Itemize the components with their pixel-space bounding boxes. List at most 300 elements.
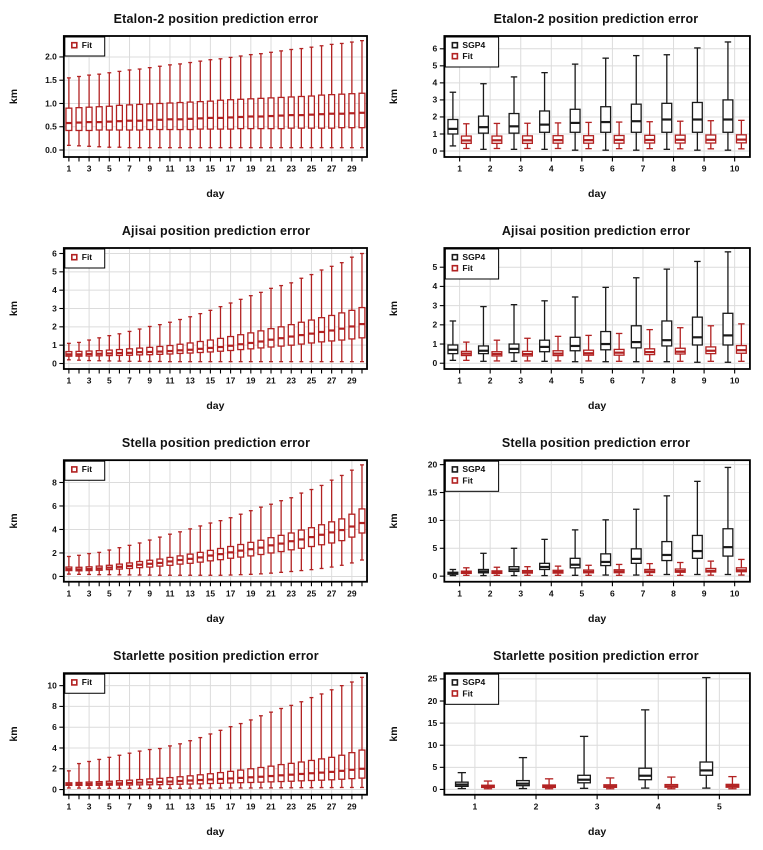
x-tick-label: 9 [147,588,153,599]
x-tick-label: 13 [185,163,195,174]
boxplot-fit [96,338,102,361]
boxplot-fit [706,561,716,575]
boxplot-fit [492,567,502,575]
chart-title: Etalon-2 position prediction error [493,12,699,26]
boxplot-fit [288,705,294,787]
x-axis-label: day [588,825,607,838]
boxplot-fit [167,322,173,361]
x-tick-label: 23 [286,588,296,599]
legend-marker-fit [72,467,77,472]
boxplot-fit [319,46,325,148]
x-tick-label: 13 [185,588,195,599]
boxplot-fit [461,568,471,576]
legend-marker-fit [452,478,457,483]
y-axis-label: km [8,88,20,105]
y-tick-label: 4 [432,77,438,88]
boxplot-fit [278,501,284,573]
chart-panel-etalon2-fit [0,0,380,212]
y-tick-label: 2 [432,319,438,330]
boxplot-fit [553,336,563,361]
y-tick-label: 1 [432,338,438,349]
x-tick-label: 11 [165,588,175,599]
x-tick-label: 21 [266,163,276,174]
boxplot-fit [96,552,102,574]
boxplot-chart-etalon2-sgp4-vs-fit [380,0,763,212]
boxplot-fit [137,69,143,148]
boxplot-fit [584,335,594,361]
x-tick-label: 23 [286,801,296,812]
x-tick-label: 1 [472,801,478,812]
x-tick-label: 23 [286,375,296,386]
x-tick-label: 25 [306,801,317,812]
boxplot-sgp4 [692,48,702,150]
x-tick-label: 3 [518,163,524,174]
y-tick-label: 0 [52,784,57,795]
boxplot-fit [461,342,471,360]
boxplot-fit [268,504,274,573]
boxplot-fit [218,307,224,362]
boxplot-fit [207,310,213,361]
y-tick-label: 1 [52,339,57,350]
x-tick-label: 4 [548,588,554,599]
boxplot-fit [96,759,102,788]
x-axis-label: day [588,400,607,412]
boxplot-fit [207,523,213,575]
boxplot-fit [706,121,716,149]
y-tick-label: 5 [432,262,438,273]
boxplot-sgp4 [692,481,702,574]
y-axis-label: km [388,300,401,317]
x-axis-label: day [206,400,225,413]
boxplot-fit [298,278,304,361]
chart-panel-starlette-sgp4-vs-fit [380,637,763,850]
x-tick-label: 1 [457,375,462,386]
chart-panel-starlette-fit [0,637,380,850]
x-tick-label: 29 [347,375,357,386]
y-tick-label: 8 [52,477,57,488]
y-tick-label: 0.5 [45,121,57,132]
boxplot-fit [218,730,224,788]
legend-label: Fit [462,688,473,699]
y-tick-label: 0 [52,571,57,582]
boxplot-fit [523,338,533,361]
boxplot-sgp4 [601,520,611,575]
y-tick-label: 10 [47,680,57,691]
x-tick-label: 3 [518,375,524,386]
x-tick-label: 4 [548,375,554,386]
y-axis-label: km [7,726,20,742]
x-tick-label: 5 [579,163,585,174]
boxplot-fit [147,326,153,361]
boxplot-fit [116,755,122,788]
y-axis-label: km [7,513,20,529]
y-tick-label: 2 [432,111,438,122]
x-tick-label: 8 [671,588,676,599]
y-tick-label: 15 [427,487,438,498]
chart-panel-etalon2-sgp4-vs-fit [380,0,763,212]
y-tick-label: 20 [427,459,438,470]
boxplot-sgp4 [540,301,550,362]
y-tick-label: 6 [432,43,438,54]
x-tick-label: 5 [579,375,585,386]
y-tick-label: 20 [427,695,438,706]
boxplot-fit [309,490,315,570]
boxplot-fit [329,44,335,147]
legend-label: Fit [81,39,93,51]
boxplot-fit [218,521,224,576]
boxplot-fit [147,540,153,575]
legend-label: Fit [81,464,93,475]
y-tick-label: 2 [52,547,57,558]
x-tick-label: 3 [86,588,92,599]
boxplot-fit [614,564,624,575]
boxplot-sgp4 [479,307,489,362]
legend-marker-fit [452,266,457,271]
x-tick-label: 5 [716,801,722,812]
boxplot-sgp4 [448,321,458,360]
boxplot-fit [116,548,122,575]
boxplot-chart-stella-fit [0,424,380,637]
x-tick-label: 15 [205,163,216,174]
boxplot-sgp4 [631,509,641,575]
x-tick-label: 1 [457,588,462,599]
boxplot-fit [187,63,193,148]
x-tick-label: 9 [147,163,153,174]
x-tick-label: 4 [655,801,661,812]
legend-label: Fit [462,263,473,273]
boxplot-sgp4 [448,569,458,575]
y-axis-label: km [8,300,20,317]
boxplot-fit [736,120,746,148]
x-tick-label: 2 [487,375,493,386]
boxplot-fit [349,257,355,362]
x-tick-label: 27 [326,375,337,386]
x-tick-label: 5 [106,801,112,812]
x-tick-label: 19 [246,163,256,174]
y-tick-label: 1 [432,128,438,139]
x-tick-label: 11 [165,163,175,174]
chart-title: Stella position prediction error [501,436,691,450]
boxplot-fit [319,694,325,788]
x-tick-label: 4 [548,163,554,174]
y-tick-label: 4 [52,524,57,535]
y-tick-label: 3 [432,300,438,311]
boxplot-fit [106,757,112,788]
boxplot-fit [66,771,72,788]
boxplot-sgp4 [639,710,652,788]
chart-title: Starlette position prediction error [493,649,699,663]
chart-panel-stella-fit [0,424,380,637]
boxplot-sgp4 [700,678,713,789]
boxplot-fit [288,283,294,362]
x-tick-label: 17 [225,588,236,599]
boxplot-fit [238,724,244,788]
boxplot-fit [614,333,624,361]
legend-label: Fit [462,475,473,486]
boxplot-fit [248,55,254,148]
boxplot-fit [298,49,304,148]
x-tick-label: 25 [306,588,317,599]
y-tick-label: 2 [52,321,57,332]
x-tick-label: 17 [225,801,236,812]
x-tick-label: 1 [66,375,72,386]
boxplot-fit [207,60,213,148]
boxplot-fit [349,682,355,787]
boxplot-fit [96,74,102,147]
x-tick-label: 11 [165,801,175,812]
boxplot-fit [106,550,112,575]
y-tick-label: 25 [427,673,438,684]
boxplot-fit [553,123,563,149]
boxplot-chart-starlette-sgp4-vs-fit [380,637,763,850]
x-tick-label: 9 [701,588,707,599]
x-tick-label: 9 [701,163,707,174]
boxplot-fit [604,778,617,789]
chart-title: Ajisai position prediction error [501,224,691,238]
chart-title: Etalon-2 position prediction error [113,12,319,26]
x-tick-label: 21 [266,375,276,386]
boxplot-sgp4 [479,84,489,150]
boxplot-fit [339,43,345,147]
boxplot-fit [248,296,254,362]
boxplot-fit [197,314,203,362]
boxplot-fit [106,73,112,147]
boxplot-chart-starlette-fit [0,637,380,850]
boxplot-fit [187,529,193,575]
y-tick-label: 5 [432,762,438,773]
boxplot-fit [736,324,746,361]
boxplot-sgp4 [692,261,702,362]
boxplot-sgp4 [509,77,519,149]
chart-panel-ajisai-fit [0,212,380,424]
x-axis-label: day [588,188,607,200]
x-axis-label: day [206,188,225,201]
y-axis-label: km [388,726,401,742]
boxplot-fit [349,42,355,148]
boxplot-fit [228,57,234,147]
y-tick-label: 8 [52,701,57,712]
boxplot-chart-stella-sgp4-vs-fit [380,424,763,637]
x-tick-label: 7 [127,375,132,386]
boxplot-fit [86,554,92,575]
x-tick-label: 7 [127,588,132,599]
boxplot-fit [66,78,72,145]
boxplot-sgp4 [662,496,672,575]
x-axis-label: day [206,612,225,625]
boxplot-fit [66,556,72,574]
boxplot-fit [86,761,92,788]
boxplot-fit [298,702,304,788]
boxplot-sgp4 [540,73,550,150]
x-tick-label: 25 [306,163,317,174]
boxplot-fit [359,677,365,787]
boxplot-fit [187,317,193,362]
x-axis-label: day [588,612,607,625]
boxplot-fit [177,64,183,148]
boxplot-fit [309,275,315,362]
x-tick-label: 3 [518,588,524,599]
y-tick-label: 2 [52,763,57,774]
boxplot-chart-ajisai-sgp4-vs-fit [380,212,763,424]
x-tick-label: 6 [610,588,615,599]
boxplot-fit [228,727,234,788]
x-tick-label: 10 [729,375,740,386]
boxplot-fit [359,465,365,560]
x-tick-label: 6 [610,375,615,386]
y-tick-label: 4 [432,281,438,292]
boxplot-fit [645,564,655,576]
boxplot-fit [268,712,274,788]
boxplot-fit [258,54,264,148]
boxplot-fit [614,122,624,149]
boxplot-fit [137,543,143,575]
boxplot-fit [339,263,345,362]
boxplot-fit [339,475,345,565]
x-tick-label: 29 [347,588,357,599]
boxplot-fit [177,320,183,362]
y-tick-label: 0 [52,358,57,369]
legend-marker-fit [72,680,77,685]
boxplot-fit [309,47,315,148]
x-tick-label: 10 [729,588,740,599]
y-tick-label: 0 [432,570,438,581]
x-tick-label: 7 [640,163,646,174]
x-tick-label: 3 [86,163,92,174]
y-tick-label: 6 [52,500,57,511]
boxplot-sgp4 [570,64,580,150]
boxplot-fit [238,56,244,148]
boxplot-chart-etalon2-fit [0,0,380,212]
boxplot-fit [482,781,495,789]
x-tick-label: 27 [326,801,337,812]
boxplot-fit [76,555,82,574]
boxplot-fit [207,734,213,788]
chart-panel-ajisai-sgp4-vs-fit [380,212,763,424]
boxplot-sgp4 [540,539,550,575]
boxplot-fit [218,59,224,148]
legend-label: SGP4 [462,40,486,50]
x-tick-label: 7 [127,801,132,812]
boxplot-sgp4 [509,548,519,575]
boxplot-fit [197,61,203,148]
x-tick-label: 8 [671,163,676,174]
boxplot-fit [329,266,335,361]
boxplot-fit [127,331,133,361]
legend-label: Fit [462,51,473,61]
boxplot-fit [157,325,163,362]
x-tick-label: 29 [347,801,357,812]
boxplot-fit [167,65,173,148]
x-tick-label: 1 [457,163,462,174]
y-tick-label: 1.5 [45,75,57,86]
boxplot-fit [523,567,533,576]
boxplot-fit [177,532,183,575]
boxplot-fit [288,49,294,147]
boxplot-sgp4 [723,252,733,362]
boxplot-fit [258,507,264,574]
y-tick-label: 1.0 [45,98,57,109]
boxplot-fit [278,286,284,362]
legend-label: Fit [81,251,93,263]
boxplot-fit [197,738,203,789]
boxplot-fit [76,76,82,145]
x-tick-label: 19 [246,588,256,599]
boxplot-fit [319,270,325,362]
y-axis-label: km [388,88,401,105]
boxplot-fit [339,686,345,788]
boxplot-fit [167,534,173,575]
x-tick-label: 3 [86,375,92,386]
y-tick-label: 15 [427,717,438,728]
legend-marker-sgp4 [452,255,457,260]
x-tick-label: 3 [594,801,600,812]
boxplot-fit [116,334,122,361]
boxplot-fit [645,122,655,149]
y-tick-label: 5 [52,266,57,277]
boxplot-sgp4 [570,530,580,575]
boxplot-sgp4 [631,56,641,151]
boxplot-fit [86,75,92,146]
boxplot-sgp4 [578,736,591,788]
boxplot-sgp4 [570,297,580,362]
boxplot-fit [553,566,563,575]
boxplot-fit [137,751,143,788]
x-axis-label: day [206,825,225,838]
boxplot-fit [106,336,112,361]
x-tick-label: 21 [266,588,276,599]
x-tick-label: 17 [225,163,236,174]
legend-marker-fit [452,54,457,59]
x-tick-label: 2 [533,801,539,812]
y-tick-label: 2.0 [45,51,57,62]
boxplot-chart-ajisai-fit [0,212,380,424]
boxplot-fit [288,498,294,572]
boxplot-fit [523,123,533,148]
boxplot-fit [157,537,163,575]
x-tick-label: 19 [246,801,256,812]
chart-panel-stella-sgp4-vs-fit [380,424,763,637]
x-tick-label: 13 [185,801,195,812]
x-tick-label: 25 [306,375,317,386]
boxplot-fit [298,493,304,571]
boxplot-fit [278,51,284,148]
x-tick-label: 15 [205,375,216,386]
boxplot-fit [258,716,264,788]
y-axis-label: km [388,513,401,529]
boxplot-fit [349,470,355,563]
boxplot-fit [726,777,739,789]
legend-marker-fit [72,43,77,48]
y-tick-label: 0 [432,358,438,369]
legend-label: SGP4 [462,464,486,475]
boxplot-fit [228,518,234,575]
x-tick-label: 5 [106,163,112,174]
x-tick-label: 15 [205,588,216,599]
x-tick-label: 17 [225,375,236,386]
y-tick-label: 6 [52,721,57,733]
boxplot-fit [66,343,72,360]
x-tick-label: 6 [610,163,615,174]
boxplot-sgp4 [509,305,519,362]
boxplot-fit [157,66,163,147]
legend-marker-sgp4 [452,680,457,685]
x-tick-label: 29 [347,163,357,174]
boxplot-fit [238,514,244,574]
x-tick-label: 7 [640,588,646,599]
boxplot-fit [248,511,254,575]
boxplot-fit [127,545,133,575]
y-tick-label: 6 [52,248,57,259]
